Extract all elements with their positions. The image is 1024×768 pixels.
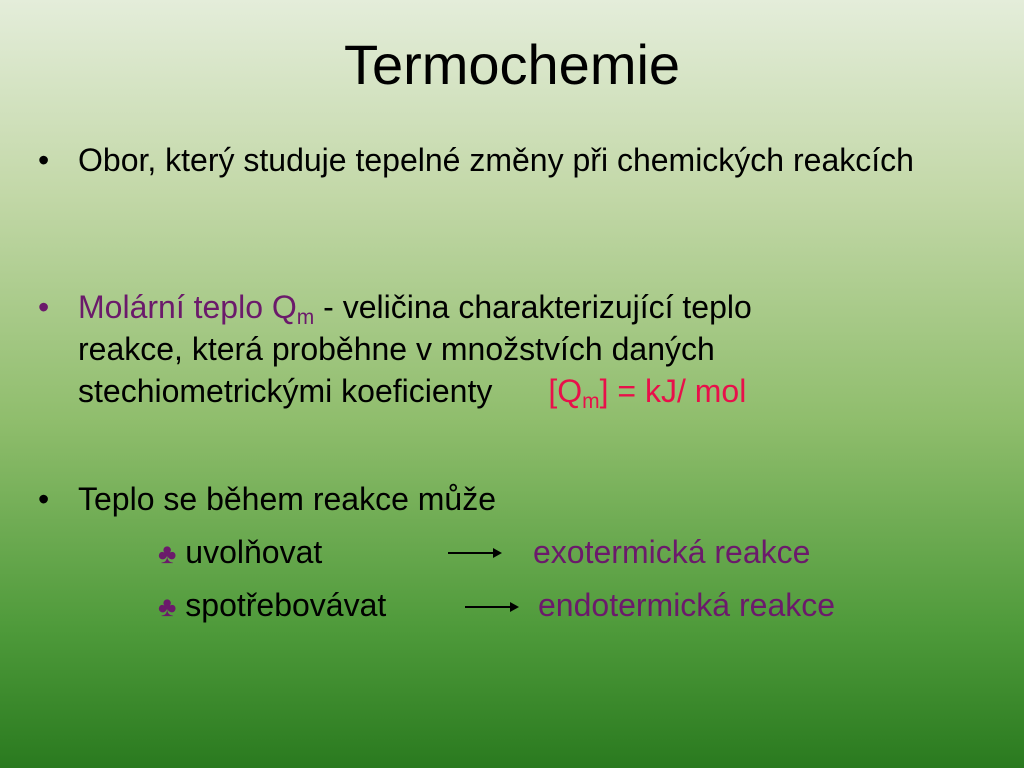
bullet-text: Obor, který studuje tepelné změny při chemických reakcích bbox=[78, 142, 914, 178]
sub-item-label: uvolňovat bbox=[185, 534, 323, 570]
club-icon: ♣ bbox=[158, 538, 177, 569]
bullet-marker: • bbox=[38, 142, 50, 178]
endothermic-result: endotermická reakce bbox=[538, 587, 836, 623]
bullet-marker: • bbox=[38, 481, 50, 517]
bullet-marker: • bbox=[38, 289, 50, 325]
bullet-text bbox=[78, 286, 978, 412]
club-icon: ♣ bbox=[158, 591, 177, 622]
arrow-right-icon bbox=[448, 552, 500, 554]
term-subscript: m bbox=[296, 306, 315, 329]
molar-heat-term: Molární teplo $Q_m$ bbox=[78, 289, 315, 329]
unit-subscript: m bbox=[582, 390, 600, 413]
bullet-text: Teplo se během reakce může bbox=[78, 481, 496, 517]
sub-item-endothermic bbox=[158, 584, 386, 628]
definition-line-1: - veličina charakterizující teplo bbox=[314, 289, 752, 325]
sub-item-exothermic bbox=[158, 531, 322, 575]
definition-line-3: stechiometrickými koeficienty bbox=[78, 373, 493, 409]
arrow-right-icon bbox=[465, 606, 517, 608]
definition-line-2: reakce, která proběhne v množstvích daných bbox=[78, 331, 715, 367]
slide-title: Termochemie bbox=[343, 33, 681, 96]
sub-item-label: spotřebovávat bbox=[185, 587, 387, 623]
unit-formula: $[Q_m] = kJ/$ mol bbox=[548, 373, 747, 413]
exothermic-result: exotermická reakce bbox=[533, 534, 811, 570]
